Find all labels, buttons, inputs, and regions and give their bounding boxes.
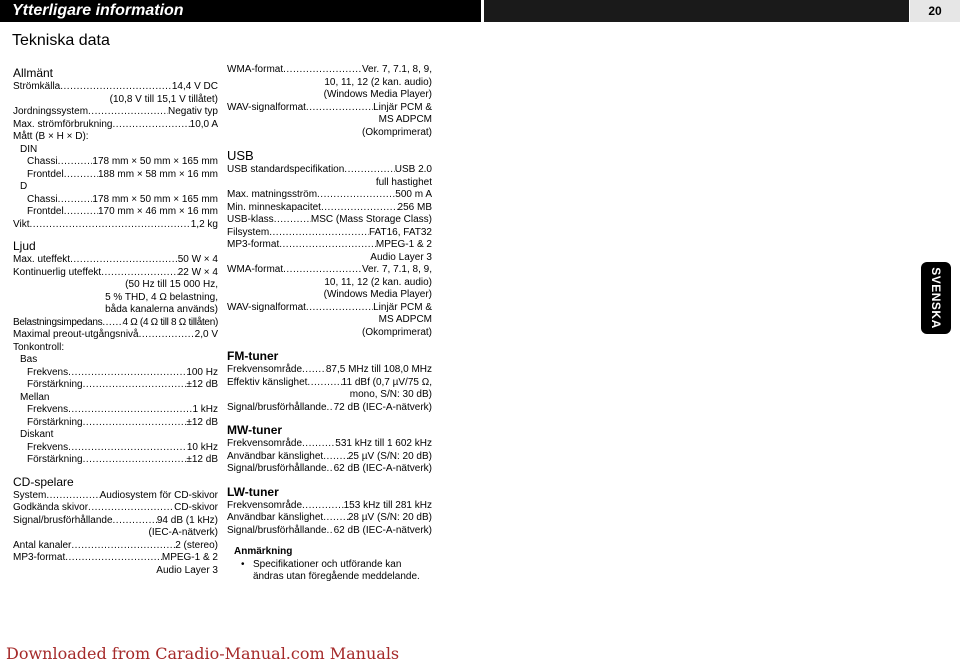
spec-row: Signal/brusförhållande ..... 62 dB (IEC-A-nätverk) [227,463,432,476]
heading-fm-tuner: FM-tuner [227,349,279,363]
spec-row: Frontdel ..... 188 mm × 58 mm × 16 mm [13,169,218,182]
spec-continuation: MS ADPCM [378,114,432,125]
spec-row: Chassi ..... 178 mm × 50 mm × 165 mm [13,194,218,207]
spec-row: WAV-signalformat ..... Linjär PCM & [227,102,432,115]
spec-row: Kontinuerlig uteffekt ..... 22 W × 4 [13,267,218,280]
spec-continuation: (Windows Media Player) [323,89,432,100]
spec-row: Chassi ..... 178 mm × 50 mm × 165 mm [13,156,218,169]
heading-allmant: Allmänt [13,66,54,80]
heading-cd: CD-spelare [13,474,74,489]
spec-continuation: (Windows Media Player) [323,289,432,300]
spec-label: Tonkontroll: [13,341,65,353]
heading-lw-tuner: LW-tuner [227,484,279,499]
spec-column-left [13,66,218,577]
heading-usb: USB [227,148,254,163]
spec-row: Frekvensområde ..... 531 kHz till 1 602 kHz [227,438,432,451]
spec-row: Max. matningsström ..... 500 m A [227,189,432,202]
spec-row: Antal kanaler ..... 2 (stereo) [13,540,218,553]
spec-row: Frontdel ..... 170 mm × 46 mm × 16 mm [13,206,218,219]
spec-row: WMA-format ..... Ver. 7, 7.1, 8, 9, [227,64,432,77]
spec-continuation: 10, 11, 12 (2 kan. audio) [324,76,432,88]
spec-row: Jordningssystem ..... Negativ typ [13,106,218,119]
spec-row: MP3-format ..... MPEG-1 & 2 [227,239,432,252]
spec-row: Förstärkning ..... ±12 dB [13,454,218,467]
heading-mw-tuner: MW-tuner [227,423,283,437]
spec-continuation: (IEC-A-nätverk) [148,527,218,538]
section-title: Tekniska data [12,32,110,49]
note-bullet [227,559,432,584]
page-number: 20 [910,0,960,22]
spec-continuation: full hastighet [375,176,432,188]
spec-row: Frekvens ..... 100 Hz [13,367,218,380]
spec-row: Användbar känslighet ..... 28 µV (S/N: 20 dB) [227,512,432,525]
spec-continuation: 5 % THD, 4 Ω belastning, [105,291,218,303]
spec-row: Signal/brusförhållande ..... 62 dB (IEC-A-nätverk) [227,525,432,538]
heading-ljud: Ljud [13,239,36,253]
spec-row: Frekvens ..... 1 kHz [13,404,218,417]
spec-continuation: mono, S/N: 30 dB) [349,389,432,400]
spec-row: Signal/brusförhållande ..... 94 dB (1 kHz) [13,515,218,528]
spec-row: Frekvensområde ..... 153 kHz till 281 kHz [227,500,432,513]
language-tab-label: SVENSKA [929,267,943,329]
spec-row: Belastningsimpedans ..... 4 Ω (4 Ω till 8 Ω tillåten) [13,317,218,330]
spec-row: Förstärkning ..... ±12 dB [13,379,218,392]
spec-continuation: Audio Layer 3 [370,251,432,263]
spec-row: Max. uteffekt ..... 50 W × 4 [13,254,218,267]
bullet-icon: • [241,558,245,570]
spec-sublabel: Bas [20,354,38,365]
spec-continuation: 10, 11, 12 (2 kan. audio) [324,276,432,288]
spec-sublabel: Mellan [20,391,50,403]
spec-row: MP3-format ..... MPEG-1 & 2 [13,552,218,565]
note-heading: Anmärkning [234,546,293,557]
spec-continuation: (Okomprimerat) [361,326,432,338]
spec-row: Strömkälla ..... 14,4 V DC [13,81,218,94]
spec-row: Användbar känslighet ..... 25 µV (S/N: 20 dB) [227,451,432,464]
spec-continuation: MS ADPCM [378,314,432,325]
header-bar [0,0,481,22]
spec-row: Max. strömförbrukning ..... 10,0 A [13,119,218,132]
spec-row: WMA-format ..... Ver. 7, 7.1, 8, 9, [227,264,432,277]
spec-row: System ..... Audiosystem för CD-skivor [13,490,218,503]
spec-row: Förstärkning ..... ±12 dB [13,417,218,430]
spec-continuation: Audio Layer 3 [156,564,218,576]
spec-row: Frekvensområde ..... 87,5 MHz till 108,0 MHz [227,364,432,377]
spec-continuation: båda kanalerna används) [105,304,218,315]
spec-row: WAV-signalformat ..... Linjär PCM & [227,302,432,315]
spec-continuation: (10,8 V till 15,1 V tillåtet) [109,93,218,105]
spec-row: Min. minneskapacitet ..... 256 MB [227,202,432,215]
spec-row: Maximal preout-utgångsnivå ..... 2,0 V [13,329,218,342]
spec-column-right [227,64,432,584]
spec-row: Effektiv känslighet ..... 11 dBf (0,7 µV/75 Ω, [227,377,432,390]
spec-row: Vikt ..... 1,2 kg [13,219,218,232]
spec-label: Mått (B × H × D): [13,131,89,142]
spec-sublabel: Diskant [20,429,54,440]
spec-row: USB-klass ..... MSC (Mass Storage Class) [227,214,432,227]
footer-link[interactable]: Downloaded from Caradio-Manual.com Manuals [6,644,400,663]
spec-row: Frekvens ..... 10 kHz [13,442,218,455]
spec-sublabel: D [20,181,28,192]
language-side-tab [921,262,951,334]
note-text: Specifikationer och utförande kan ändras utan föregående meddelande. [253,558,420,582]
spec-sublabel: DIN [20,143,38,155]
spec-continuation: (Okomprimerat) [361,126,432,138]
spec-row: Godkända skivor ..... CD-skivor [13,502,218,515]
header-title: Ytterligare information [12,2,184,19]
spec-row: USB standardspecifikation ..... USB 2.0 [227,164,432,177]
spec-continuation: (50 Hz till 15 000 Hz, [125,279,218,290]
spec-row: Signal/brusförhållande ..... 72 dB (IEC-A-nätverk) [227,402,432,415]
header-divider-bar [484,0,909,22]
spec-row: Filsystem ..... FAT16, FAT32 [227,227,432,240]
